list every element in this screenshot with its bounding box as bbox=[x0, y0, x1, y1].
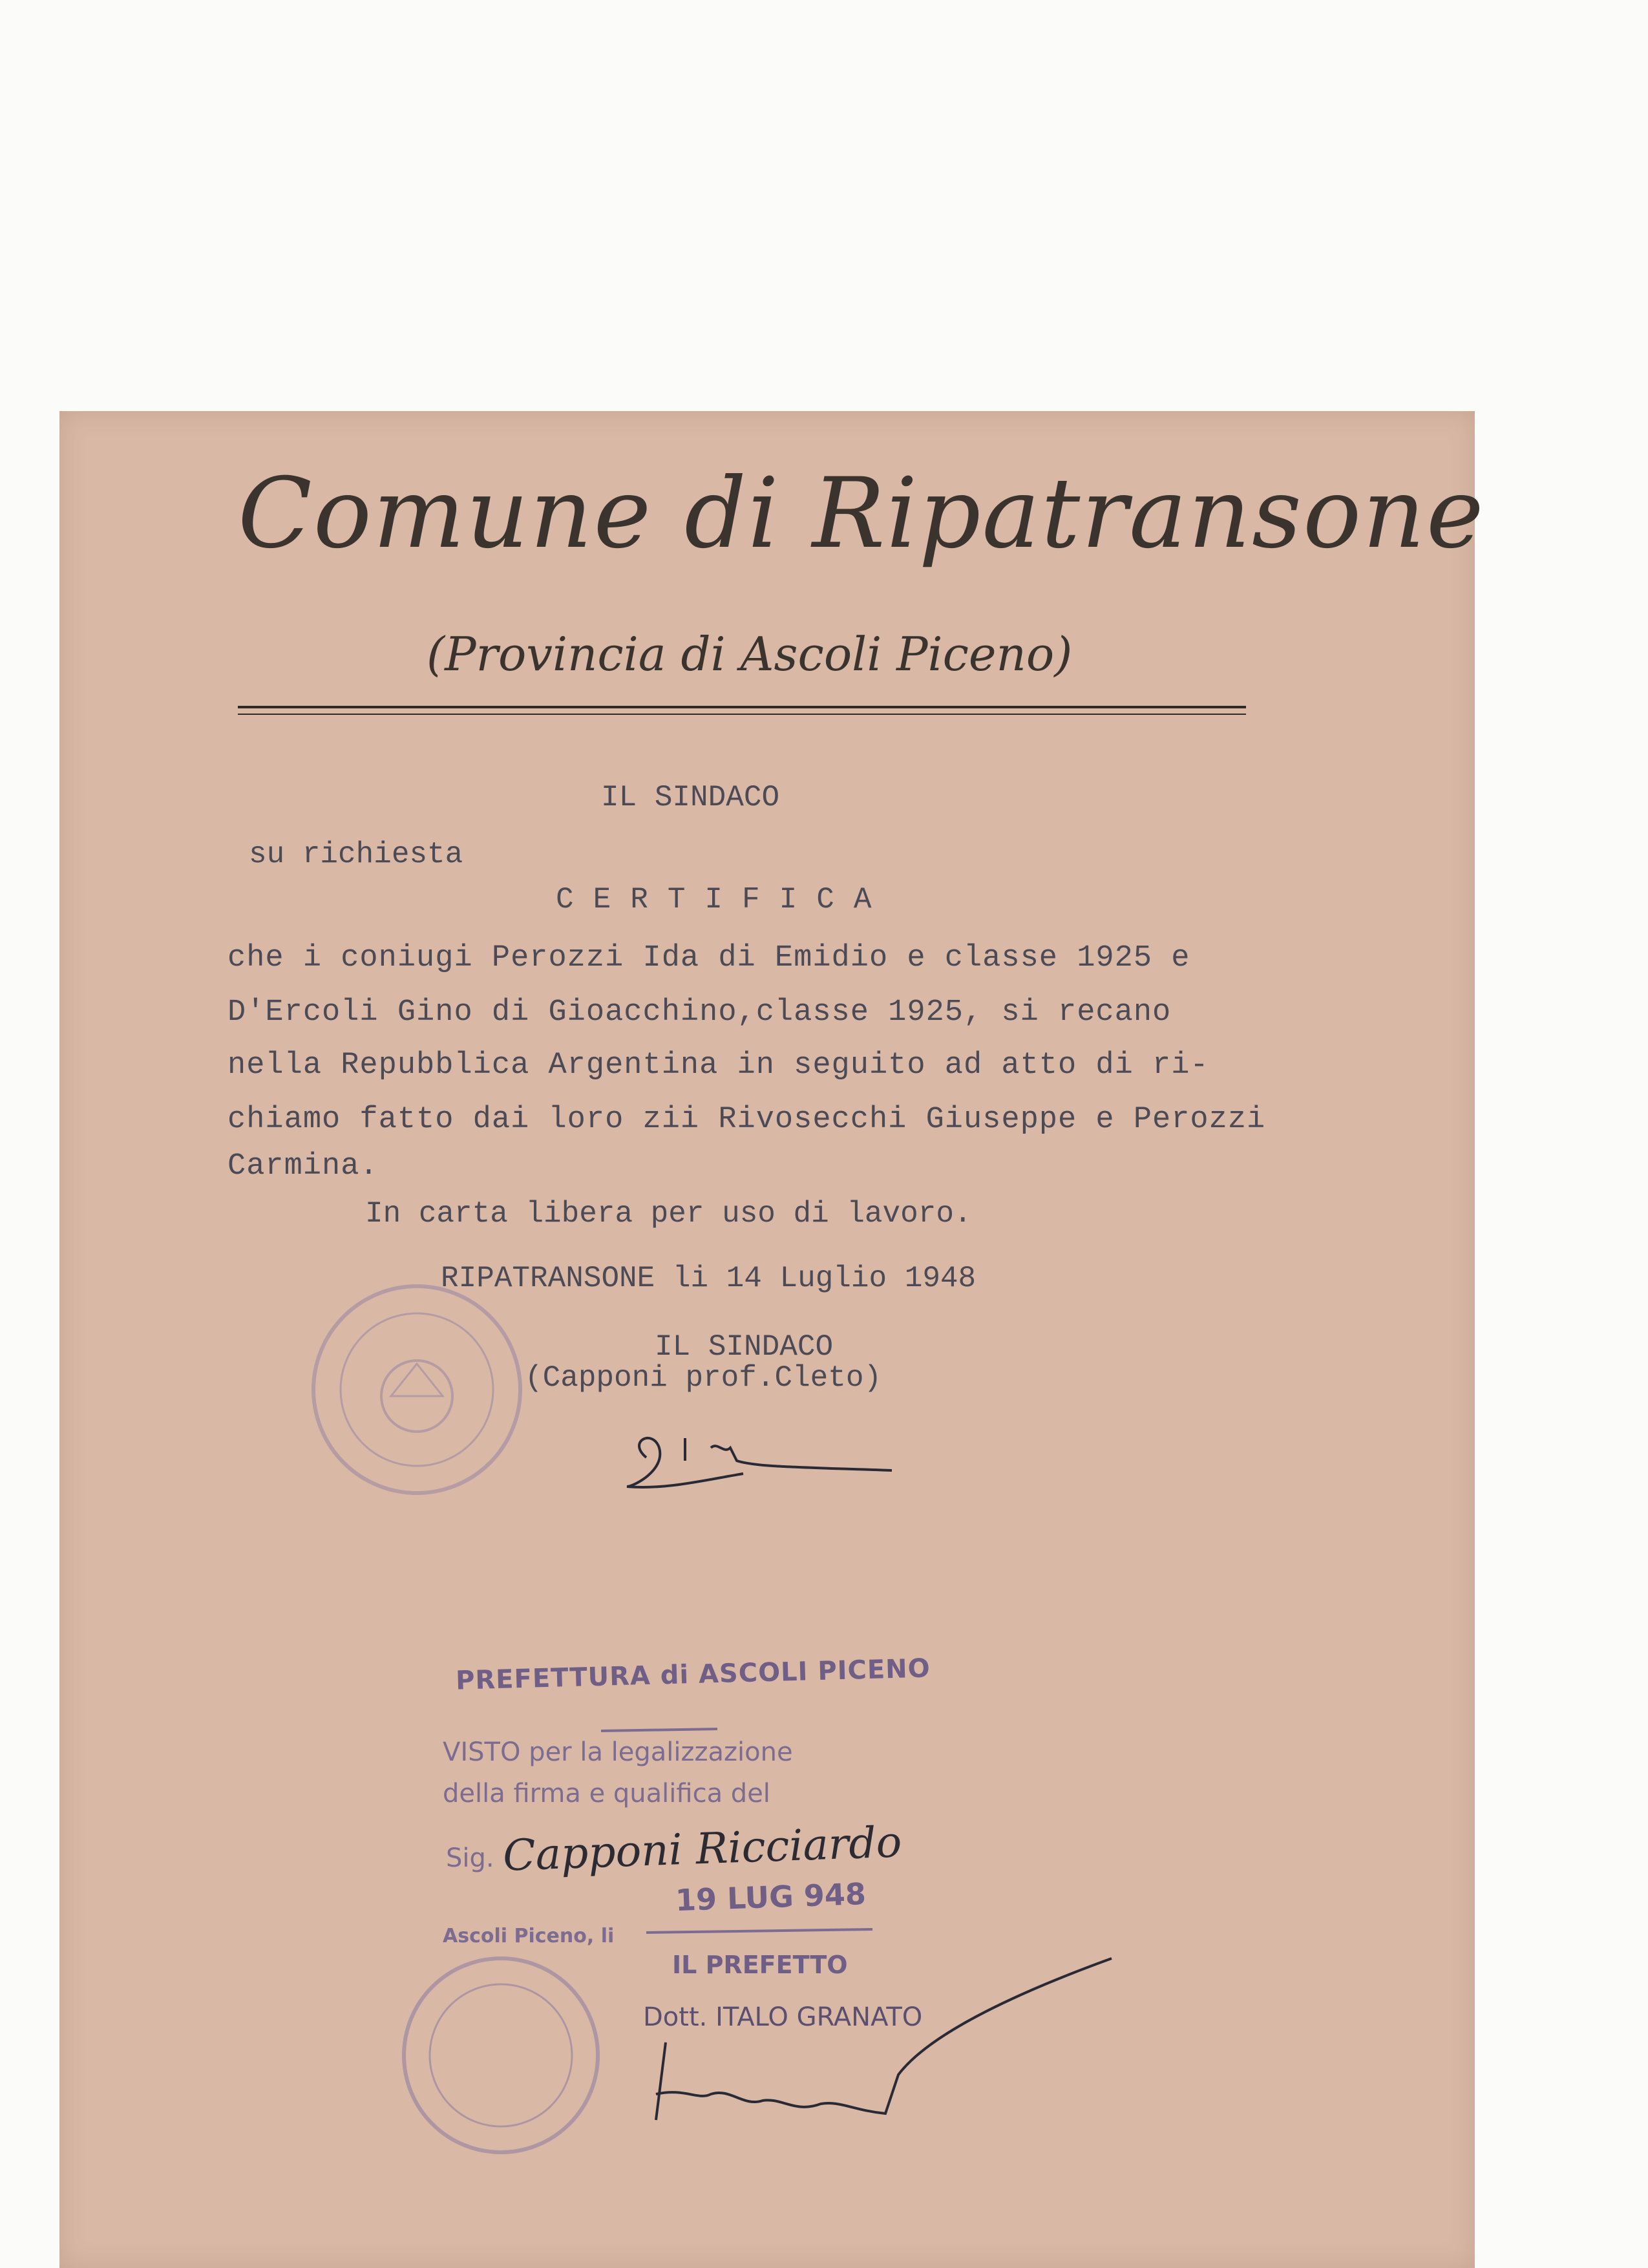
signatory-name: (Capponi prof.Cleto) bbox=[525, 1361, 882, 1395]
prefect-role: IL PREFETTO bbox=[672, 1951, 848, 1979]
prefettura-stamp-line: Sig. bbox=[446, 1843, 494, 1873]
handwritten-name: Capponi Ricciardo bbox=[502, 1817, 903, 1881]
body-line: chiamo fatto dai loro zii Rivosecchi Giuseppe e Perozzi bbox=[227, 1103, 1266, 1137]
mayor-signature-icon bbox=[627, 1438, 892, 1487]
on-request-text: su richiesta bbox=[249, 838, 463, 871]
prefect-signature-icon bbox=[656, 1958, 1112, 2120]
date-stamp: 19 LUG 948 bbox=[675, 1876, 867, 1918]
municipal-seal-icon bbox=[313, 1286, 520, 1493]
prefettura-place-label: Ascoli Piceno, li bbox=[443, 1925, 615, 1947]
province-subtitle: (Provincia di Ascoli Piceno) bbox=[427, 627, 1073, 681]
place-date: RIPATRANSONE li 14 Luglio 1948 bbox=[441, 1262, 977, 1295]
signatory-title: IL SINDACO bbox=[655, 1330, 834, 1364]
prefettura-stamp-title: PREFETTURA di ASCOLI PICENO bbox=[455, 1653, 931, 1696]
mayor-heading: IL SINDACO bbox=[601, 781, 780, 814]
municipality-title: Comune di Ripatransone bbox=[238, 458, 1485, 570]
body-line: che i coniugi Perozzi Ida di Emidio e classe 1925 e bbox=[227, 941, 1190, 975]
prefettura-stamp-line: VISTO per la legalizzazione bbox=[443, 1737, 793, 1767]
prefettura-stamp-line: della firma e qualifica del bbox=[443, 1779, 770, 1808]
certifies-heading: CERTIFICA bbox=[556, 883, 891, 917]
body-line: Carmina. bbox=[227, 1149, 379, 1183]
prefect-name: Dott. ITALO GRANATO bbox=[643, 2002, 923, 2032]
prefettura-seal-icon bbox=[404, 1958, 598, 2152]
free-paper-note: In carta libera per uso di lavoro. bbox=[365, 1197, 972, 1231]
body-line: D'Ercoli Gino di Gioacchino,classe 1925, si recano bbox=[227, 995, 1172, 1030]
body-line: nella Repubblica Argentina in seguito ad atto di ri- bbox=[227, 1048, 1209, 1083]
